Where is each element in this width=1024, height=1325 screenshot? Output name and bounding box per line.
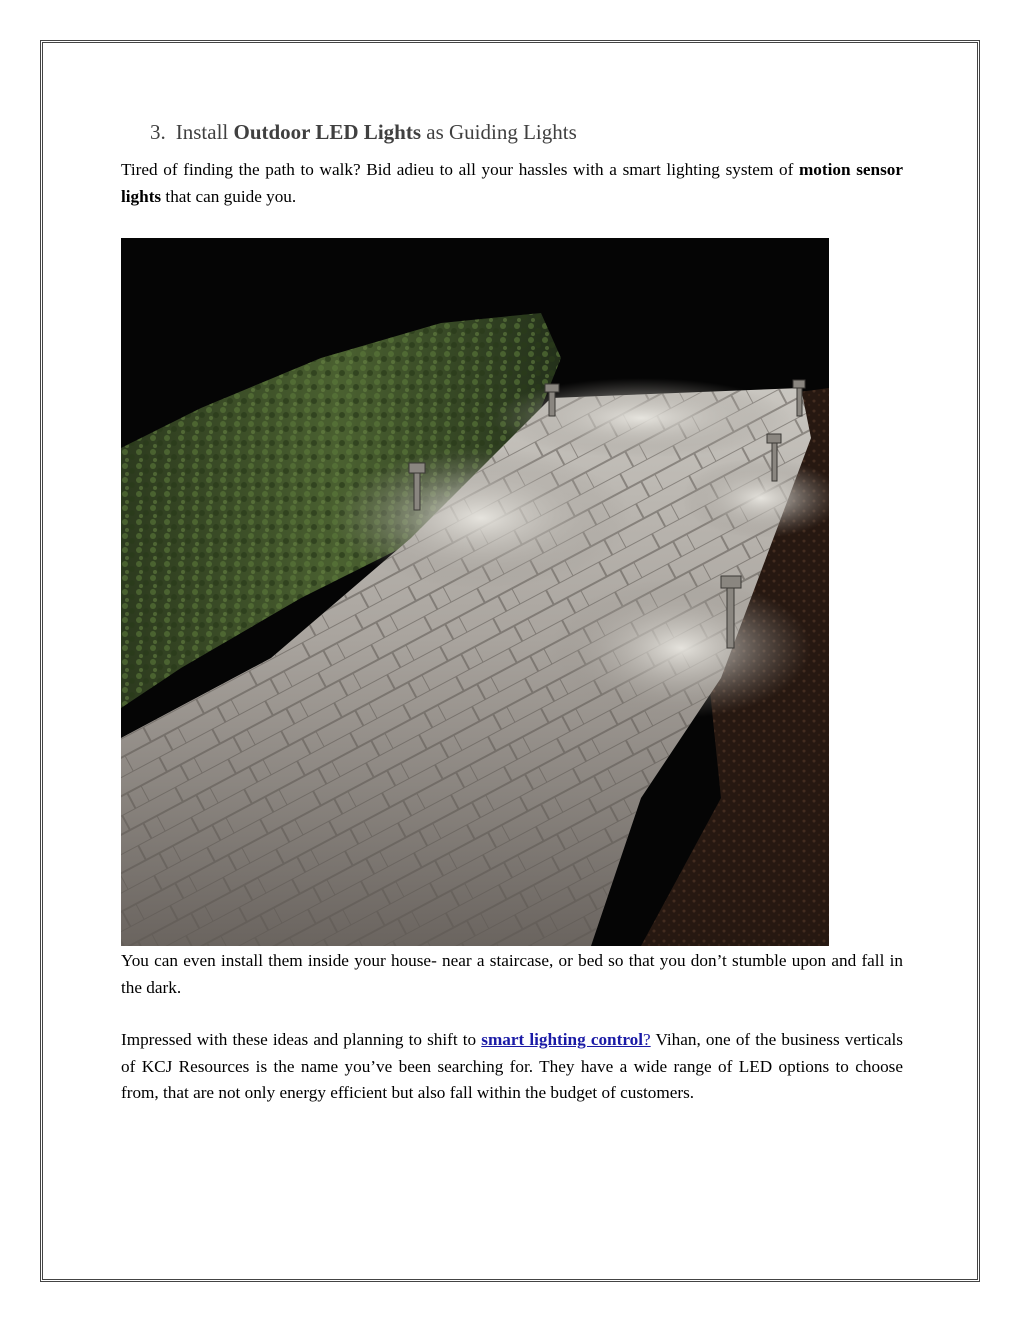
body-paragraph-3	[121, 1027, 903, 1107]
intro-paragraph	[121, 157, 903, 210]
heading-bold: Outdoor LED Lights	[233, 120, 421, 144]
heading-post: as Guiding Lights	[421, 120, 577, 144]
heading-pre: Install	[175, 120, 234, 144]
body-paragraph-2: You can even install them inside your house- near a staircase, or bed so that you don’t stumble upon and fall in the dark.	[121, 951, 903, 997]
link-text: smart lighting control	[481, 1030, 644, 1049]
garden-path-photo	[121, 238, 829, 946]
intro-text: Tired of finding the path to walk? Bid adieu to all your hassles with a smart lighting system of	[121, 160, 799, 179]
link-suffix: ?	[643, 1030, 651, 1049]
heading-number: 3.	[150, 120, 166, 144]
smart-lighting-control-link[interactable]	[481, 1030, 650, 1049]
p3-before: Impressed with these ideas and planning to shift to	[121, 1030, 482, 1049]
section-heading	[150, 120, 577, 145]
intro-bold: motion sensor lights	[121, 160, 903, 206]
intro-after: that can guide you.	[161, 186, 297, 206]
p3-after: Vihan, one of the business verticals of KCJ Resources is the name you’ve been searching for. They have a wide range of LED options to choose from, that are not only energy efficient but also fall within the budget of customers.	[121, 1030, 903, 1102]
